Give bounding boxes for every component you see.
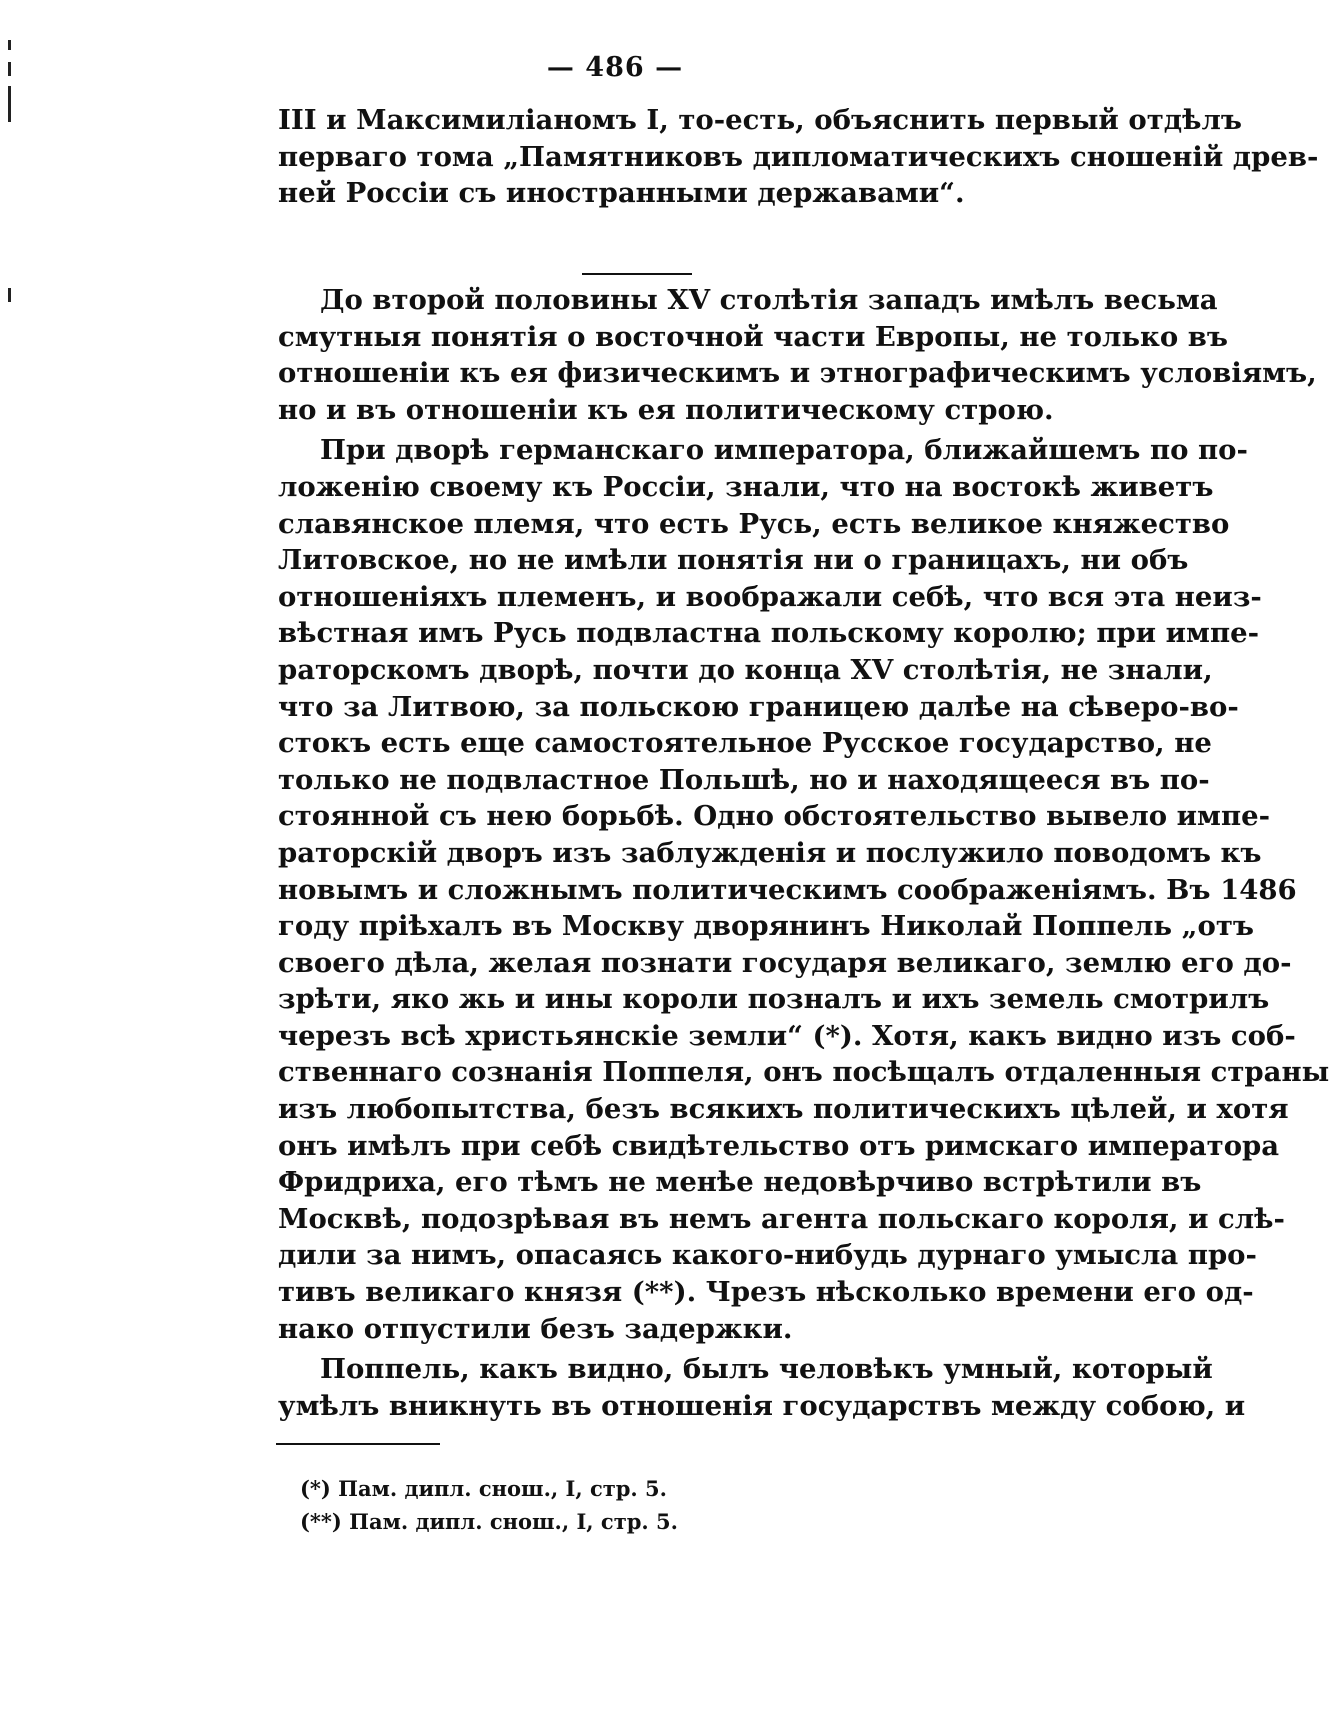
text-line: Москвѣ, подозрѣвая въ немъ агента польскаго короля, и слѣ- [278, 1202, 1285, 1235]
text-line: онъ имѣлъ при себѣ свидѣтельство отъ римскаго императора [278, 1129, 1280, 1162]
text-line: своего дѣла, желая познати государя великаго, землю его до- [278, 946, 1292, 979]
text-line: вѣстная имъ Русь подвластна польскому королю; при импе- [278, 617, 1259, 650]
text-line: При дворѣ германскаго императора, ближайшемъ по по- [320, 434, 1248, 467]
scan-edge-mark [8, 86, 11, 122]
scan-edge-mark [8, 288, 11, 302]
intro-text [278, 102, 1319, 212]
main-text [278, 282, 1329, 1428]
text-line: отношеніи къ ея физическимъ и этнографическимъ условіямъ, [278, 357, 1317, 390]
text-line: тивъ великаго князя (**). Чрезъ нѣсколько времени его од- [278, 1276, 1254, 1309]
text-line: Литовское, но не имѣли понятія ни о границахъ, ни объ [278, 544, 1189, 577]
text-line: стоянной съ нею борьбѣ. Одно обстоятельство вывело импе- [278, 800, 1270, 833]
text-line: раторскій дворъ изъ заблужденія и послужило поводомъ къ [278, 836, 1262, 869]
page-number: — 486 — [546, 52, 684, 83]
text-line: ней Россіи съ иностранными державами“. [278, 177, 965, 210]
paragraph [278, 282, 1317, 428]
text-line: дили за нимъ, опасаясь какого-нибудь дурнаго умысла про- [278, 1239, 1257, 1272]
text-line: отношеніяхъ племенъ, и воображали себѣ, что вся эта неиз- [278, 580, 1262, 613]
text-line: изъ любопытства, безъ всякихъ политическихъ цѣлей, и хотя [278, 1093, 1289, 1126]
text-line: Фридриха, его тѣмъ не менѣе недовѣрчиво встрѣтили въ [278, 1166, 1202, 1199]
section-separator [582, 273, 692, 275]
text-line: славянское племя, что есть Русь, есть великое княжество [278, 507, 1230, 540]
text-line: новымъ и сложнымъ политическимъ соображеніямъ. Въ 1486 [278, 873, 1297, 906]
scan-edge-mark [8, 40, 11, 50]
text-line: ственнаго сознанія Поппеля, онъ посѣщалъ отдаленныя страны [278, 1056, 1329, 1089]
text-line: стокъ есть еще самостоятельное Русское государство, не [278, 727, 1212, 760]
text-line: что за Литвою, за польскою границею далѣе на сѣверо-во- [278, 690, 1239, 723]
text-line: году пріѣхалъ въ Москву дворянинъ Николай Поппель „отъ [278, 910, 1254, 943]
footnote-rule [276, 1443, 440, 1445]
paragraph [278, 432, 1329, 1347]
footnote: (**) Пам. дипл. снош., I, стр. 5. [300, 1509, 678, 1534]
text-line: но и въ отношеніи къ ея политическому строю. [278, 393, 1054, 426]
text-line: перваго тома „Памятниковъ дипломатическихъ сношеній древ- [278, 140, 1319, 173]
text-line: До второй половины XV столѣтія западъ имѣлъ весьма [320, 284, 1218, 316]
footnotes [300, 1472, 678, 1538]
text-line: только не подвластное Польшѣ, но и находящееся въ по- [278, 763, 1210, 796]
text-line: смутныя понятія о восточной части Европы, не только въ [278, 320, 1229, 353]
text-line: умѣлъ вникнуть въ отношенія государствъ между собою, и [278, 1389, 1246, 1422]
text-line: нако отпустили безъ задержки. [278, 1312, 793, 1345]
paragraph [278, 1351, 1246, 1424]
footnote: (*) Пам. дипл. снош., I, стр. 5. [300, 1476, 667, 1501]
text-line: Поппель, какъ видно, былъ человѣкъ умный, который [320, 1353, 1213, 1386]
text-line: III и Максимиліаномъ I, то-есть, объяснить первый отдѣлъ [278, 104, 1242, 136]
text-line: зрѣти, яко жь и ины короли позналъ и ихъ земель смотрилъ [278, 983, 1270, 1016]
text-line: черезъ всѣ христьянскіе земли“ (*). Хотя, какъ видно изъ соб- [278, 1019, 1296, 1052]
text-line: раторскомъ дворѣ, почти до конца XV столѣтія, не знали, [278, 653, 1213, 686]
text-line: ложенію своему къ Россіи, знали, что на востокѣ живетъ [278, 470, 1214, 503]
